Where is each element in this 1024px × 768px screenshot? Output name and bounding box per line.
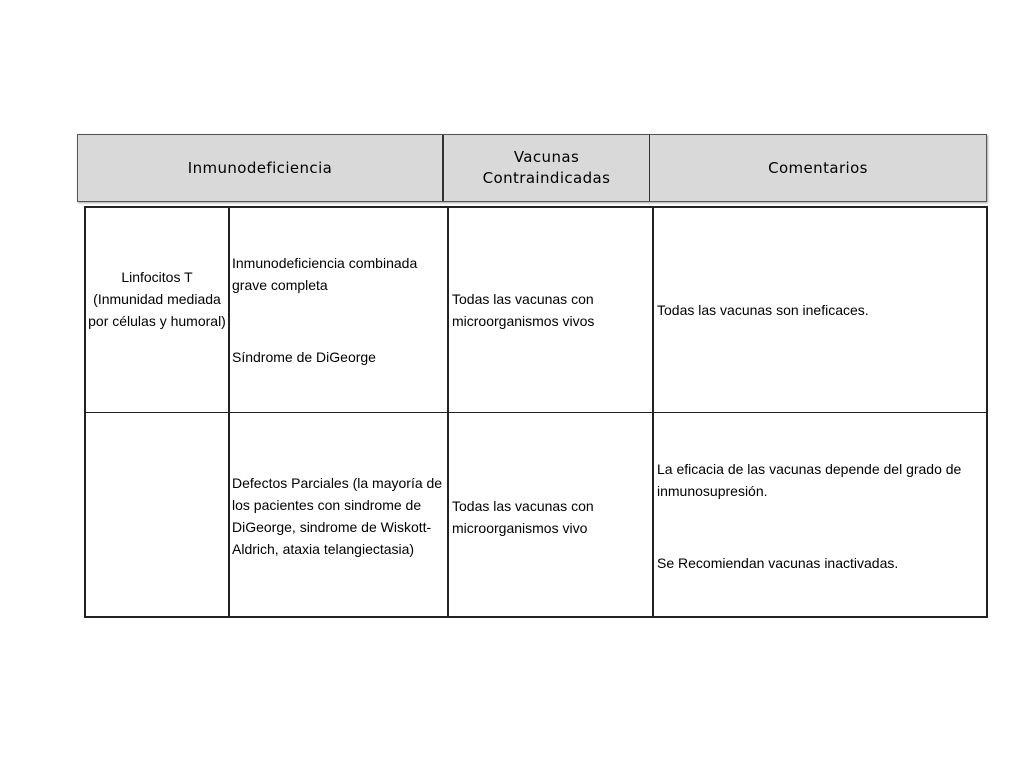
row2-comment-2: Se Recomiendan vacunas inactivadas. [657,555,899,571]
row1-category: Linfocitos T (Inmunidad mediada por células y humoral) [88,269,226,329]
row2-vaccines: Todas las vacunas con microorganismos vivo [452,498,594,536]
row1-condition-1: Inmunodeficiencia combinada grave completa [232,255,418,293]
row1-vaccines: Todas las vacunas con microorganismos vivos [452,291,595,329]
row-divider [86,412,986,413]
immunodeficiency-table [84,206,988,618]
header-vacunas-contraindicadas: Vacunas Contraindicadas [442,135,650,201]
row1-condition-2: Síndrome de DiGeorge [232,349,376,365]
row2-comment-1: La eficacia de las vacunas depende del grado de inmunosupresión. [657,461,962,499]
table-header [77,134,987,202]
row2-condition-1: Defectos Parciales (la mayoría de los pacientes con sindrome de DiGeorge, sindrome de Wiskott-Aldrich, ataxia telangiectasia) [232,475,443,557]
header-inmunodeficiencia: Inmunodeficiencia [187,158,333,177]
row1-comment-1: Todas las vacunas son ineficaces. [657,302,869,318]
header-comentarios: Comentarios [768,158,868,177]
